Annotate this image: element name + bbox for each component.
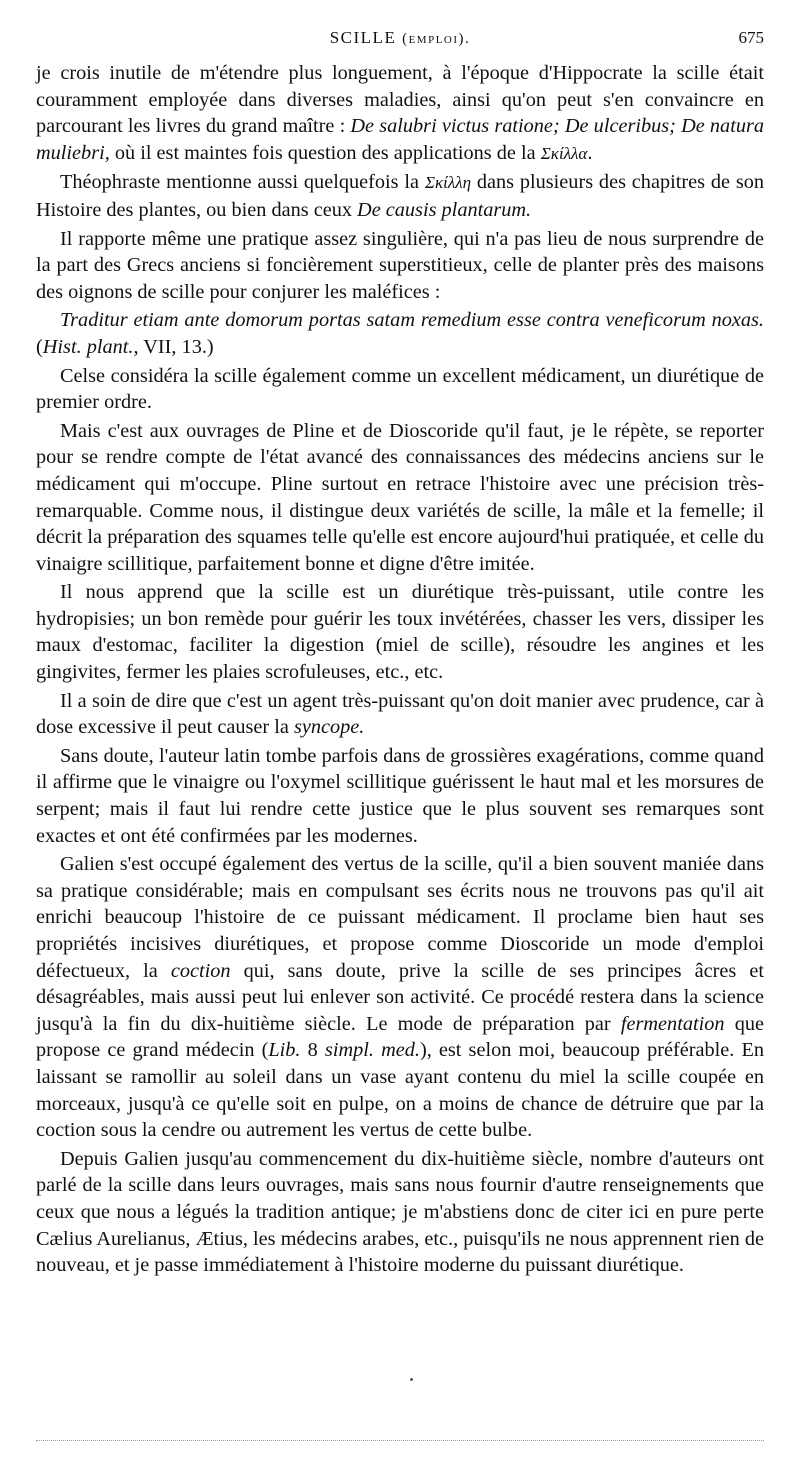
page-number: 675 <box>738 28 764 47</box>
text-run: ( <box>36 335 43 358</box>
italic-run: Lib. <box>268 1039 301 1062</box>
text-run: que propose ce grand médecin ( <box>36 1012 765 1062</box>
italic-run: coction <box>170 959 231 982</box>
text-run: Celse considéra la scille également comme un excellent médicament, un diurétique de premier ordre. <box>36 364 764 414</box>
paragraph <box>36 851 764 1144</box>
text-run: Sans doute, l'auteur latin tombe parfois dans de grossières exagérations, comme quand il affirme que le vinaigre ou l'oxymel scillitique guérissent le haut mal et les morsures de serpent; mais il faut lui rendre cette justice que le plus souvent ses remarques sont exactes et ont été confirmées par les modernes. <box>36 744 764 847</box>
text-run: . <box>587 141 593 164</box>
greek-term: Σκίλλη <box>424 173 472 193</box>
ink-dot <box>410 1378 413 1381</box>
paragraph <box>36 169 764 223</box>
footer-rule <box>36 1440 764 1441</box>
paragraph <box>36 688 764 741</box>
italic-run: De causis plantarum. <box>357 198 532 221</box>
text-run: dans plusieurs des chapitres de son Histoire des plantes, ou bien dans ceux <box>36 171 764 221</box>
paragraph <box>36 60 764 167</box>
italic-run: Hist. plant. <box>42 335 134 358</box>
paragraph <box>36 1146 764 1279</box>
page-header <box>36 28 764 60</box>
greek-term: Σκίλλα <box>540 143 588 163</box>
text-run: Galien s'est occupé également des vertus de la scille, qu'il a bien souvent maniée dans sa pratique considérable; mais en compulsant ses écrits nous ne trouvons pas qu'il ait enrichi beaucoup l'histoire de ce puissant médicament. Il proclame bien haut ses propriétés incisives diurétiques, et propose comme Dioscoride un mode d'emploi défectueux, la <box>36 853 764 982</box>
italic-run: fermentation <box>620 1012 725 1035</box>
running-title-main: SCILLE <box>329 28 397 47</box>
italic-run: Traditur etiam ante domorum portas satam remedium esse contra veneficorum noxas. <box>60 309 764 332</box>
paragraph <box>36 363 764 416</box>
text-run: je crois inutile de m'étendre plus longuement, à l'époque d'Hippocrate la scille était couramment employée dans diverses maladies, ainsi qu'on peut s'en convaincre en parcourant les livres du grand maître : <box>36 62 764 138</box>
paragraph <box>36 579 764 685</box>
text-run: , VII, 13.) <box>133 335 214 358</box>
paragraph <box>36 226 764 306</box>
paragraph <box>36 743 764 849</box>
italic-run: syncope. <box>293 716 365 739</box>
body-text <box>36 60 764 1279</box>
text-run: Mais c'est aux ouvrages de Pline et de Dioscoride qu'il faut, je le répète, se reporter pour se rendre compte de l'état avancé des connaissances des médecins anciens sur le médicament qui m'occupe. Pline surtout en retrace l'histoire avec une précision très-remarquable. Comme nous, il distingue deux variétés de scille, la mâle et la femelle; il décrit la préparation des squames telle qu'elle est encore aujourd'hui pratiquée, et celle du vinaigre scillitique, parfaitement bonne et digne d'être imitée. <box>36 419 764 575</box>
text-run: ), est selon moi, beaucoup préférable. En laissant se ramollir au soleil dans un vase ayant contenu du miel la scille coupée en morceaux, jusqu'à ce qu'elle soit en pulpe, on a moins de chance de détruire que par la coction sous la cendre ou autrement les vertus de cette bulbe. <box>36 1039 765 1142</box>
book-page <box>36 28 764 1279</box>
text-run: Théophraste mentionne aussi quelquefois la <box>60 171 425 194</box>
text-run: où il est maintes fois question des applications de la <box>109 141 541 164</box>
italic-run: simpl. med. <box>324 1039 420 1062</box>
text-run: Il nous apprend que la scille est un diurétique très-puissant, utile contre les hydropisies; un bon remède pour guérir les toux invétérées, chasser les vers, dissiper les maux d'estomac, faciliter la digestion (miel de scille), résoudre les angines et les gingivites, fermer les plaies scrofuleuses, etc., etc. <box>36 581 764 684</box>
text-run: Il rapporte même une pratique assez singulière, qui n'a pas lieu de nous surprendre de la part des Grecs anciens si foncièrement superstitieux, celle de planter près des maisons des oignons de scille pour conjurer les maléfices : <box>36 227 764 303</box>
latin-quotation <box>36 307 764 360</box>
text-run: 8 <box>300 1039 325 1062</box>
running-title <box>36 28 764 48</box>
italic-run: De salubri victus ratione; De ulceribus; De natura muliebri, <box>36 115 765 164</box>
text-run: Il a soin de dire que c'est un agent très-puissant qu'on doit manier avec prudence, car à dose excessive il peut causer la <box>36 689 764 739</box>
running-title-sub: (emploi). <box>402 31 471 47</box>
text-run: Depuis Galien jusqu'au commencement du dix-huitième siècle, nombre d'auteurs ont parlé de la scille dans leurs ouvrages, mais sans nous fournir d'autre renseignements que ceux que nous a légués la tradition antique; je m'abstiens donc de citer ici en pure perte Cælius Aurelianus, Ætius, les médecins arabes, etc., puisqu'ils ne nous apprennent rien de nouveau, et je passe immédiatement à l'histoire moderne du puissant diurétique. <box>36 1147 764 1277</box>
paragraph <box>36 418 764 578</box>
text-run: qui, sans doute, prive la scille de ses principes âcres et désagréables, mais aussi peut lui enlever son activité. Ce procédé restera dans la science jusqu'à la fin du dix-huitième siècle. Le mode de préparation par <box>36 959 764 1035</box>
